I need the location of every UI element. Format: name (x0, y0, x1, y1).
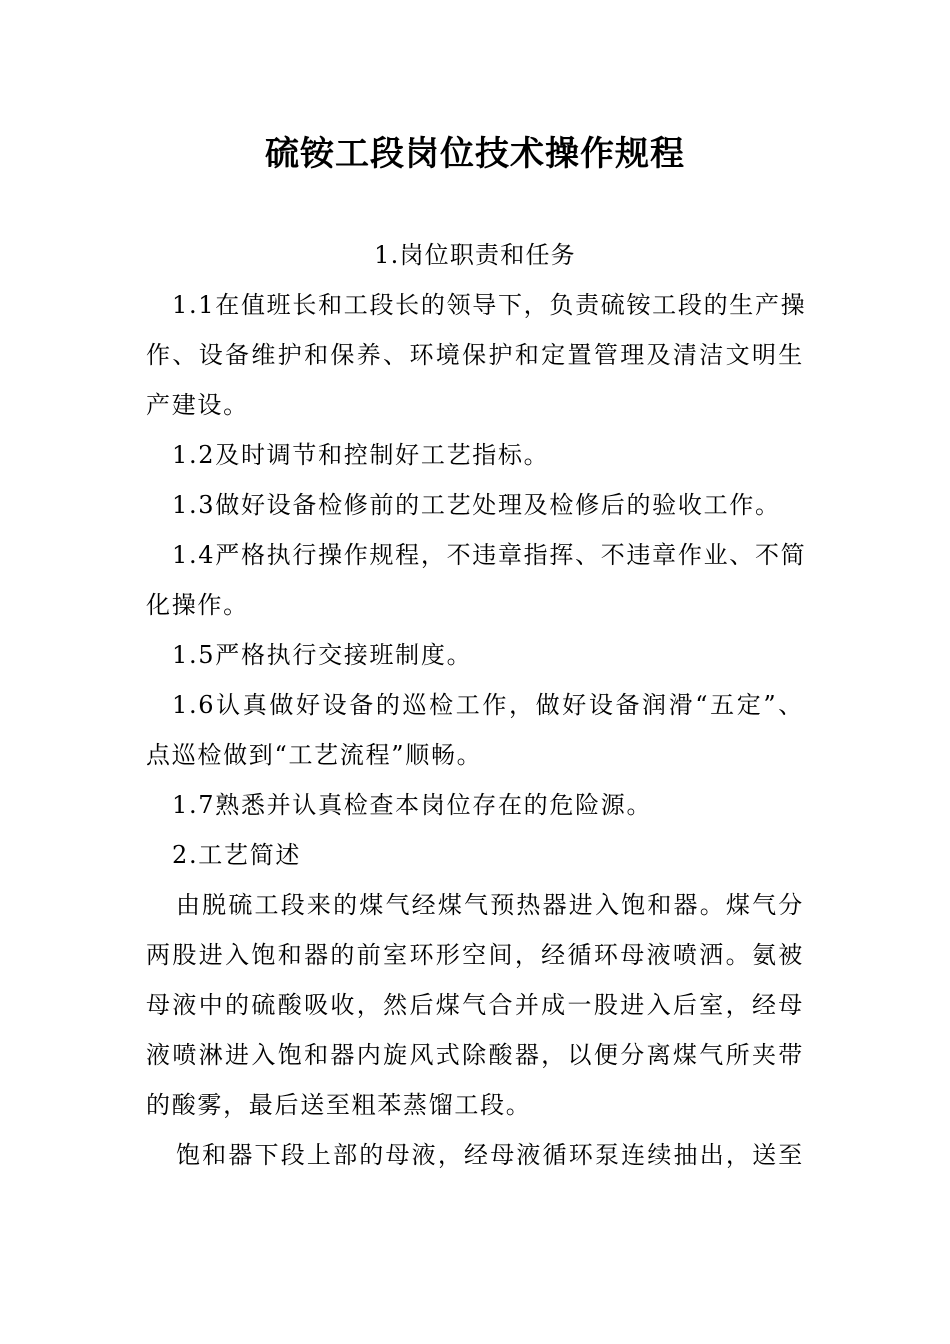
paragraph-line: 1.7熟悉并认真检查本岗位存在的危险源。 (172, 791, 653, 819)
document-body (146, 230, 807, 1180)
paragraph-line: 产建设。 (146, 391, 249, 419)
paragraph-line: 饱和器下段上部的母液，经母液循环泵连续抽出，送至 (176, 1141, 804, 1169)
paragraph-line: 化操作。 (146, 591, 249, 619)
paragraph-line: 1.2及时调节和控制好工艺指标。 (172, 441, 550, 469)
paragraph-line: 作、设备维护和保养、环境保护和定置管理及清洁文明生 (146, 341, 804, 369)
paragraph-line: 1.3做好设备检修前的工艺处理及检修后的验收工作。 (172, 491, 781, 519)
paragraph-line: 1.4严格执行操作规程，不违章指挥、不违章作业、不简 (172, 541, 807, 569)
paragraph-line: 1.5严格执行交接班制度。 (172, 641, 473, 669)
paragraph-line: 1.1在值班长和工段长的领导下，负责硫铵工段的生产操 (172, 291, 807, 319)
paragraph-line: 液喷淋进入饱和器内旋风式除酸器，以便分离煤气所夹带 (146, 1041, 804, 1069)
paragraph-line: 两股进入饱和器的前室环形空间，经循环母液喷洒。氨被 (146, 941, 804, 969)
paragraph-line: 由脱硫工段来的煤气经煤气预热器进入饱和器。煤气分 (176, 891, 804, 919)
paragraph-line: 点巡检做到“工艺流程”顺畅。 (146, 741, 483, 769)
section-heading-2: 2.工艺简述 (172, 841, 302, 869)
paragraph-line: 的酸雾，最后送至粗苯蒸馏工段。 (146, 1091, 532, 1119)
paragraph-line: 1.6认真做好设备的巡检工作，做好设备润滑“五定”、 (172, 691, 804, 719)
document-title: 硫铵工段岗位技术操作规程 (265, 134, 685, 174)
paragraph-line: 母液中的硫酸吸收，然后煤气合并成一股进入后室，经母 (146, 991, 804, 1019)
section-heading-1: 1.岗位职责和任务 (374, 241, 576, 269)
